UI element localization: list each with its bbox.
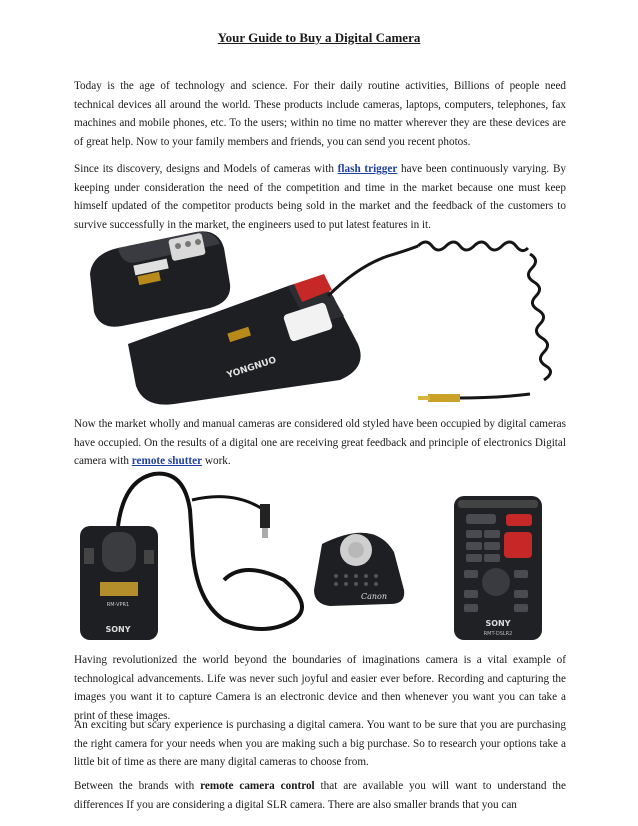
ir-remote-brand: Canon [360,592,388,601]
trigger-plug [418,394,460,402]
paragraph-intro-text: Today is the age of technology and science. For their daily routine activities, Billions of people need technical devices all around the world. These products include cameras, laptops, computers, telephones, fax machines and mobile phones, etc. To the users; within no time no matter wherever they are these devices are of great help. Now to your family members and friends, you can send you recent photos. [74,80,566,148]
paragraph-intro [74,77,566,151]
paragraph-brands-before: Between the brands with [74,780,201,792]
remote-shutter-link[interactable]: remote shutter [131,455,203,468]
trigger-coiled-cable [328,242,551,398]
paragraph-purchasing-text: An exciting but scary experience is purchasing a digital camera. You want to be sure that you are purchasing the right camera for your needs when you are making such a big purchase. So to research your options take a little bit of time as there are many digital cameras to choose from. [74,719,566,769]
wired-remote-brand: SONY [105,625,131,634]
flash-trigger-image [78,226,563,406]
paragraph-remote-shutter-after: work. [202,455,231,468]
ir-remote [314,533,404,606]
paragraph-remote-shutter-before: Now the market wholly and manual cameras are considered old styled have been occupied by digital cameras have occupied. On the results of a digital one are receiving great feedback and principle of electronics Digital camera with [74,418,566,468]
paragraph-revolution [74,651,566,725]
wired-remote-model: RM-VPR1 [106,602,130,608]
rmt-remote-model: RMT-DSLR2 [483,631,513,637]
flash-trigger-link[interactable]: flash trigger [337,163,398,175]
document-title: Your Guide to Buy a Digital Camera [217,30,421,45]
paragraph-flash-trigger-before: Since its discovery, designs and Models of cameras with [74,163,338,175]
rmt-remote [454,496,542,640]
paragraph-flash-trigger-after: have been continuously varying. By keeping under consideration the need of the competition and time in the market because one must keep himself updated of the competitor products being sold in the market and the feedback of the customers to survive successfully in the market, the engineers used to put latest features in it. [74,163,567,231]
paragraph-purchasing [74,716,566,772]
camera-remotes-image [74,470,564,645]
paragraph-flash-trigger [74,160,566,234]
rmt-remote-brand: SONY [485,619,511,628]
trigger-brand-label: YONGNUO [225,355,278,381]
remote-camera-control-bold: remote camera control [200,780,315,792]
paragraph-brands-after: that are available you will want to understand the differences If you are considering a digital SLR camera. There are also smaller brands that you can [74,780,566,811]
trigger-receiver [90,231,230,326]
paragraph-revolution-text: Having revolutionized the world beyond the boundaries of imaginations camera is a vital example of technological advancements. Life was never such joyful and easier ever before. Recording and capturing the images you want it to capture Camera is an electronic device and then whenever you want you can take a print of these images. [74,654,566,722]
wired-remote [80,474,302,640]
paragraph-brands [74,777,566,814]
paragraph-remote-shutter [74,415,566,471]
